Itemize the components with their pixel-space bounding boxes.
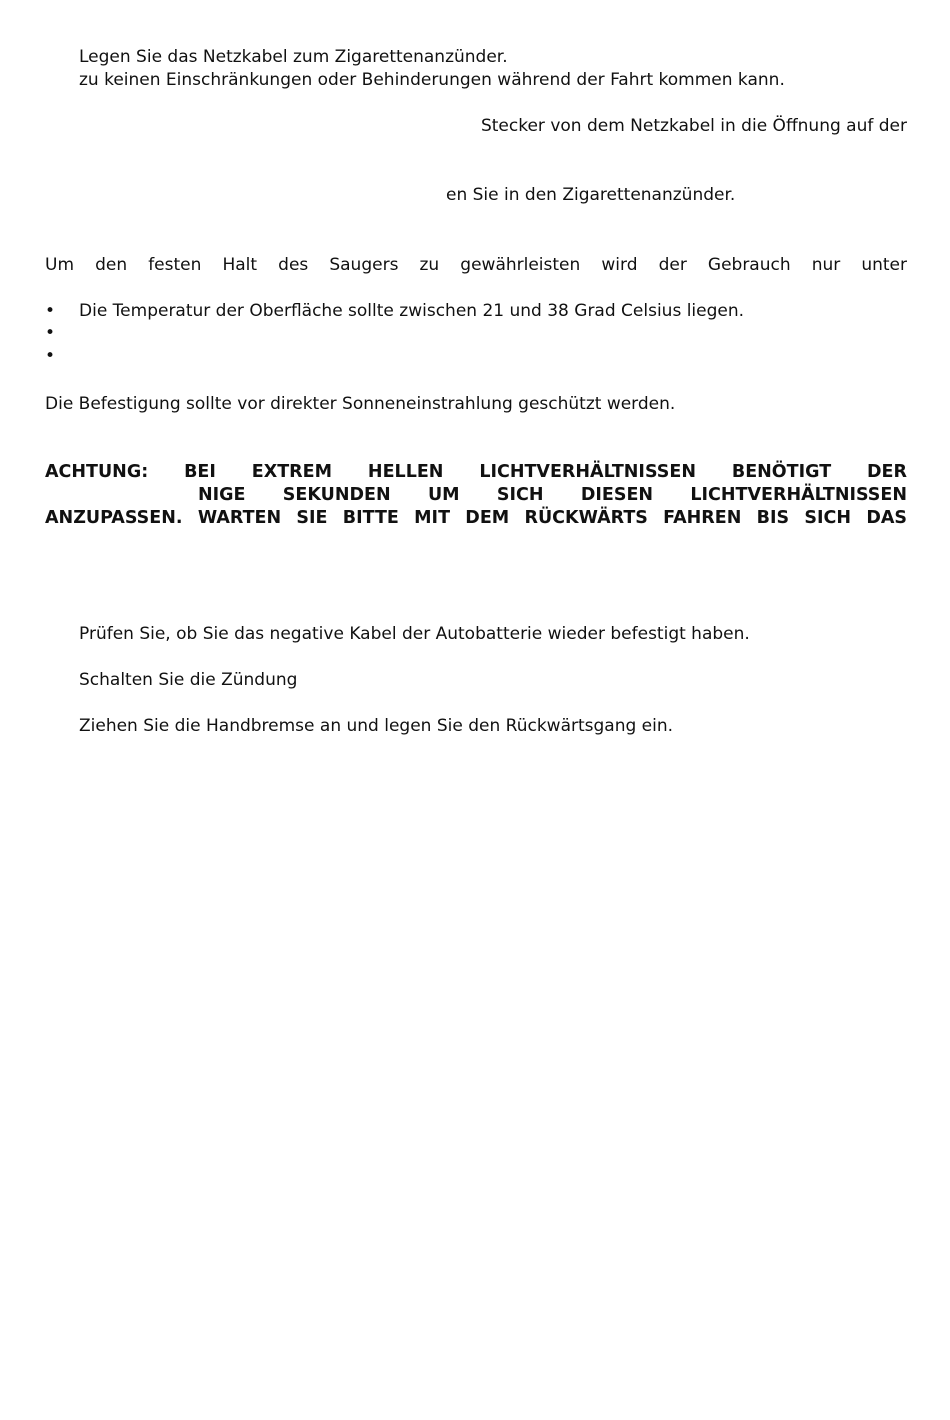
step-handbrake-reverse: Ziehen Sie die Handbremse an und legen Sie den Rückwärtsgang ein. bbox=[79, 716, 674, 736]
step-ignition: Schalten Sie die Zündung bbox=[79, 670, 298, 690]
bullet-marker: • bbox=[45, 323, 56, 343]
warning-line-1: ACHTUNG: BEI EXTREM HELLEN LICHTVERHÄLTNISSEN BENÖTIGT DER bbox=[45, 462, 907, 482]
step-check-battery: Prüfen Sie, ob Sie das negative Kabel der Autobatterie wieder befestigt haben. bbox=[79, 624, 750, 644]
instruction-line-restriction: zu keinen Einschränkungen oder Behinderungen während der Fahrt kommen kann. bbox=[79, 70, 785, 90]
sun-protection-note: Die Befestigung sollte vor direkter Sonneneinstrahlung geschützt werden. bbox=[45, 394, 676, 414]
bullet-marker: • bbox=[45, 346, 56, 366]
instruction-line-plug: Stecker von dem Netzkabel in die Öffnung auf der bbox=[480, 116, 907, 136]
warning-line-2: NIGE SEKUNDEN UM SICH DIESEN LICHTVERHÄLTNISSEN bbox=[198, 485, 907, 505]
instruction-line-lighter: en Sie in den Zigarettenanzünder. bbox=[446, 185, 736, 205]
bullet-marker: • bbox=[45, 301, 56, 321]
instruction-line-cable: Legen Sie das Netzkabel zum Zigarettenanzünder. bbox=[79, 47, 508, 67]
list-item-text: Die Temperatur der Oberfläche sollte zwischen 21 und 38 Grad Celsius liegen. bbox=[79, 301, 745, 321]
warning-line-3: ANZUPASSEN. WARTEN SIE BITTE MIT DEM RÜCKWÄRTS FAHREN BIS SICH DAS bbox=[45, 508, 907, 528]
mount-intro-paragraph: Um den festen Halt des Saugers zu gewährleisten wird der Gebrauch nur unter bbox=[45, 255, 907, 275]
